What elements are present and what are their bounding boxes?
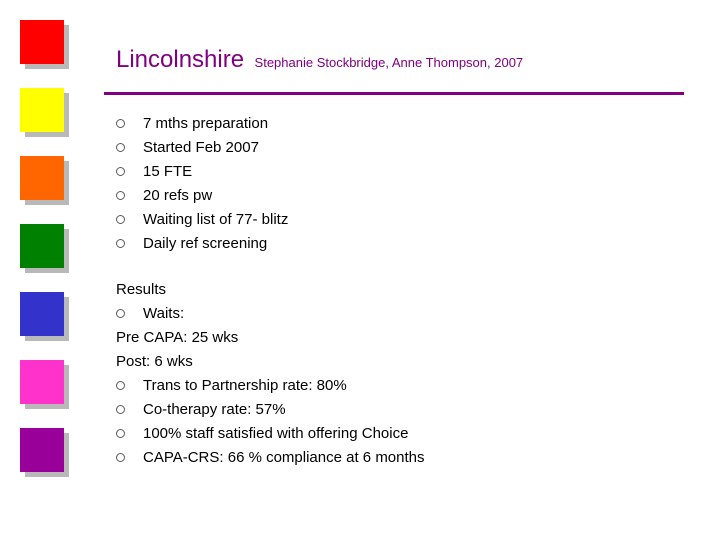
bullet-item: [116, 232, 288, 256]
color-square-purple: [20, 428, 64, 472]
summary-bullet-list: [116, 112, 288, 256]
color-square-green: [20, 224, 64, 268]
color-square-face: [20, 428, 64, 472]
slide-header: [116, 46, 523, 74]
color-square-red: [20, 20, 64, 64]
bullet-item: [116, 136, 288, 160]
bullet-circle-icon: [116, 119, 125, 128]
bullet-item: [116, 112, 288, 136]
results-bullet: [116, 374, 425, 398]
post-wait: Post: 6 wks: [116, 353, 193, 370]
bullet-circle-icon: [116, 167, 125, 176]
results-bullet: [116, 398, 425, 422]
bullet-circle-icon: [116, 429, 125, 438]
result-text: CAPA-CRS: 66 % compliance at 6 months: [143, 449, 425, 466]
results-section: [116, 278, 425, 470]
slide-subtitle: Stephanie Stockbridge, Anne Thompson, 2007: [254, 55, 524, 70]
color-square-face: [20, 224, 64, 268]
bullet-item: [116, 208, 288, 232]
bullet-item: [116, 160, 288, 184]
bullet-text: Waiting list of 77- blitz: [143, 211, 289, 228]
bullet-circle-icon: [116, 453, 125, 462]
bullet-text: 15 FTE: [143, 163, 193, 180]
color-square-orange: [20, 156, 64, 200]
color-square-face: [20, 292, 64, 336]
color-square-face: [20, 156, 64, 200]
bullet-text: 20 refs pw: [143, 187, 213, 204]
bullet-circle-icon: [116, 239, 125, 248]
result-text: Co-therapy rate: 57%: [143, 401, 286, 418]
color-square-face: [20, 20, 64, 64]
results-heading: Results: [116, 281, 167, 298]
pre-capa-wait: Pre CAPA: 25 wks: [116, 329, 239, 346]
result-text: 100% staff satisfied with offering Choice: [143, 425, 409, 442]
bullet-text: Started Feb 2007: [143, 139, 259, 156]
result-text: Trans to Partnership rate: 80%: [143, 377, 347, 394]
bullet-circle-icon: [116, 381, 125, 390]
bullet-item: [116, 184, 288, 208]
results-bullet: [116, 302, 425, 326]
bullet-circle-icon: [116, 215, 125, 224]
color-square-yellow: [20, 88, 64, 132]
color-square-face: [20, 360, 64, 404]
bullet-text: Daily ref screening: [143, 235, 268, 252]
color-square-indigo: [20, 292, 64, 336]
color-square-face: [20, 88, 64, 132]
results-bullet: [116, 446, 425, 470]
title-divider: [104, 92, 684, 95]
bullet-circle-icon: [116, 143, 125, 152]
bullet-text: 7 mths preparation: [143, 115, 269, 132]
color-square-pink: [20, 360, 64, 404]
bullet-circle-icon: [116, 405, 125, 414]
results-bullet: [116, 422, 425, 446]
bullet-circle-icon: [116, 309, 125, 318]
slide-title: Lincolnshire: [116, 46, 245, 73]
bullet-circle-icon: [116, 191, 125, 200]
waits-label: Waits:: [143, 305, 185, 322]
